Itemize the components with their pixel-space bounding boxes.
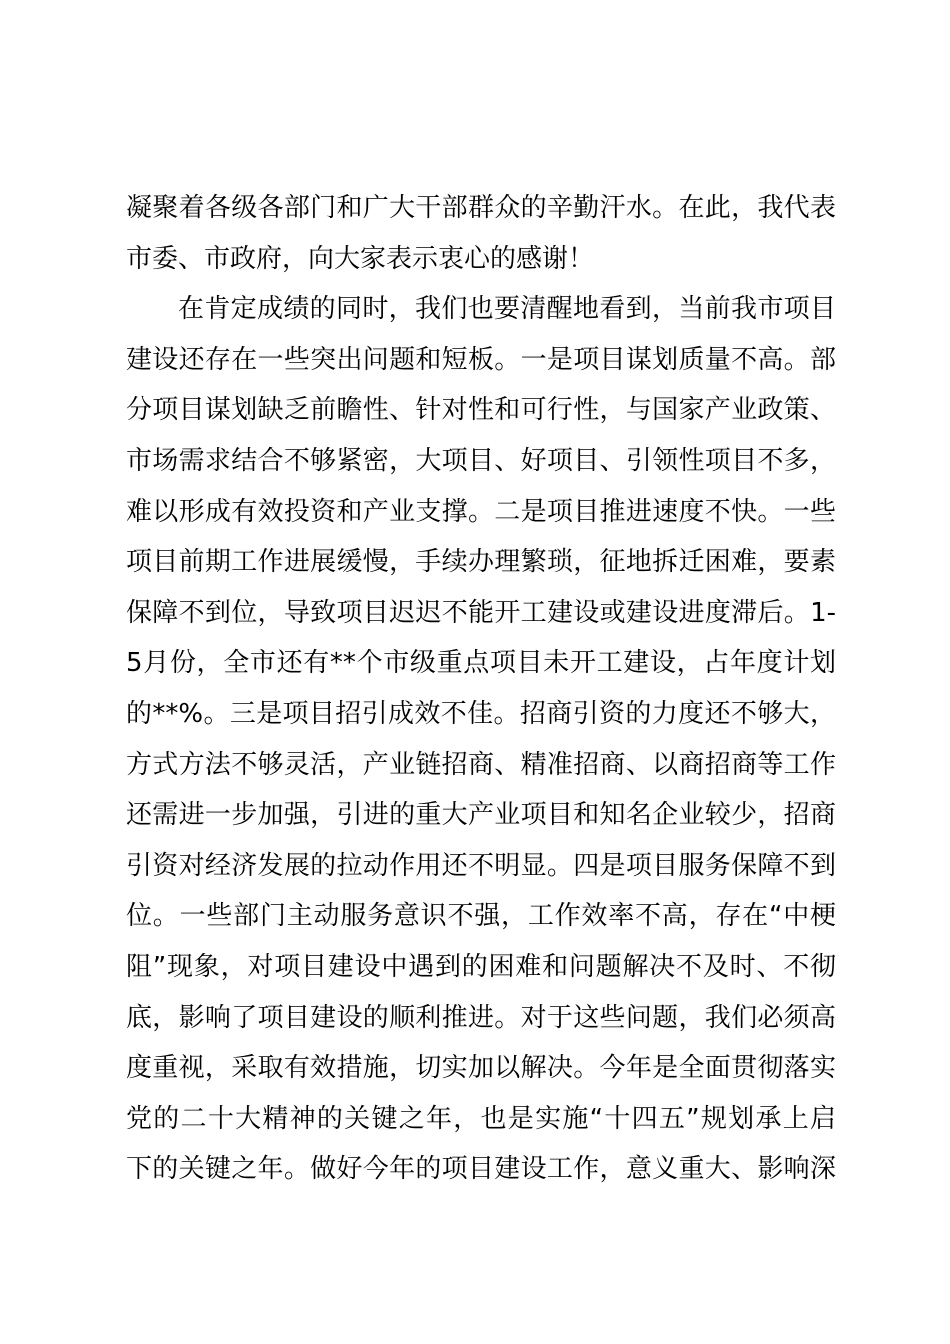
text-line: 5月份，全市还有**个市级重点项目未开工建设，占年度计划 (126, 648, 836, 679)
body-text (126, 183, 836, 1195)
text-line: 难以形成有效投资和产业支撑。二是项目推进速度不快。一些 (126, 496, 836, 527)
text-line: 党的二十大精神的关键之年，也是实施“十四五”规划承上启 (126, 1103, 836, 1134)
text-line: 引资对经济发展的拉动作用还不明显。四是项目服务保障不到 (126, 850, 836, 881)
text-line: 度重视，采取有效措施，切实加以解决。今年是全面贯彻落实 (126, 1053, 836, 1084)
text-line: 市委、市政府，向大家表示衷心的感谢！ (126, 243, 595, 274)
text-line: 分项目谋划缺乏前瞻性、针对性和可行性，与国家产业政策、 (126, 395, 836, 426)
text-line: 项目前期工作进展缓慢，手续办理繁琐，征地拆迁困难，要素 (126, 547, 836, 578)
text-line: 还需进一步加强，引进的重大产业项目和知名企业较少，招商 (126, 800, 836, 831)
text-line: 方式方法不够灵活，产业链招商、精准招商、以商招商等工作 (126, 749, 836, 780)
text-line: 底，影响了项目建设的顺利推进。对于这些问题，我们必须高 (126, 1002, 836, 1033)
text-line: 建设还存在一些突出问题和短板。一是项目谋划质量不高。部 (126, 344, 836, 375)
text-line: 凝聚着各级各部门和广大干部群众的辛勤汗水。在此，我代表 (126, 193, 836, 223)
text-line: 保障不到位，导致项目迟迟不能开工建设或建设进度滞后。1- (126, 597, 836, 628)
text-line: 下的关键之年。做好今年的项目建设工作，意义重大、影响深 (126, 1154, 836, 1185)
text-line: 位。一些部门主动服务意识不强，工作效率不高，存在“中梗 (126, 901, 836, 932)
text-line: 的**%。三是项目招引成效不佳。招商引资的力度还不够大， (126, 698, 836, 729)
text-line: 阻”现象，对项目建设中遇到的困难和问题解决不及时、不彻 (126, 951, 836, 982)
text-line: 市场需求结合不够紧密，大项目、好项目、引领性项目不多， (126, 445, 836, 476)
text-line: 在肯定成绩的同时，我们也要清醒地看到，当前我市项目 (178, 294, 836, 325)
